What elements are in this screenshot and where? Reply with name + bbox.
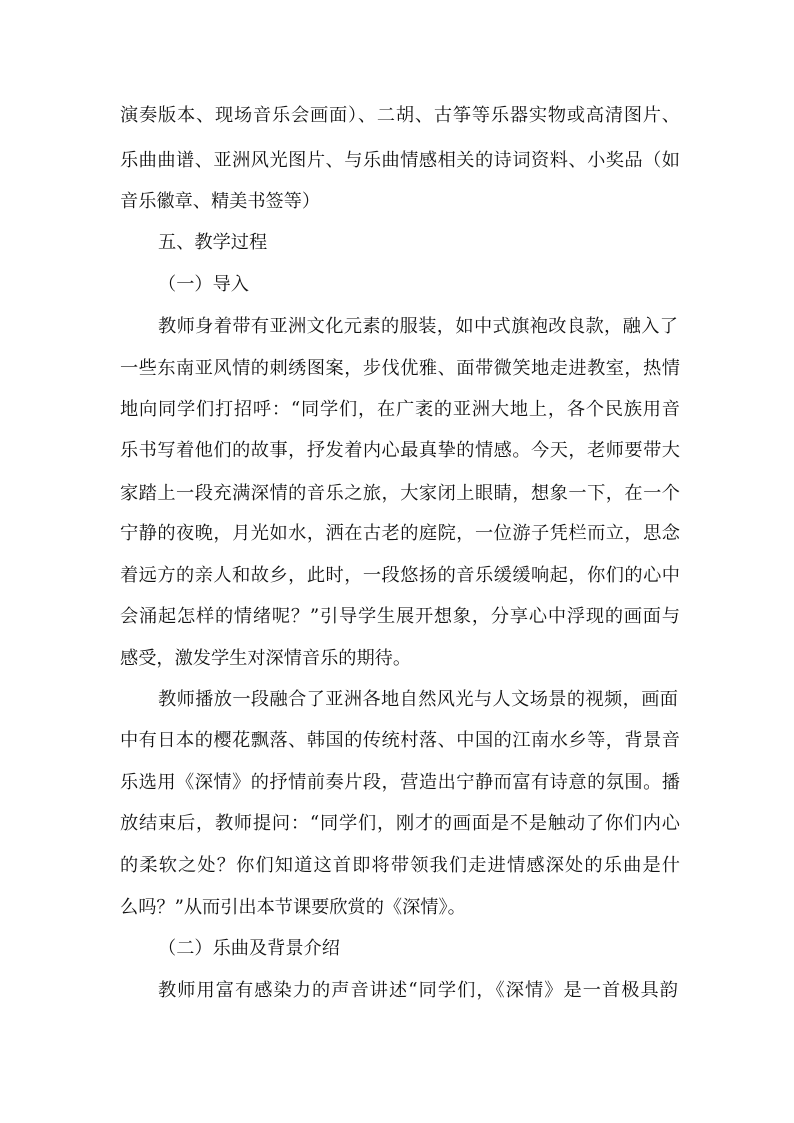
- text-line: 乐曲曲谱、亚洲风光图片、与乐曲情感相关的诗词资料、小奖品（如: [120, 150, 680, 171]
- text-line: 乐书写着他们的故事，抒发着内心最真挚的情感。今天，老师要带大: [120, 440, 680, 461]
- text-line: 一些东南亚风情的刺绣图案，步伐优雅、面带微笑地走进教室，热情: [120, 358, 680, 379]
- text-line: 宁静的夜晚，月光如水，洒在古老的庭院，一位游子凭栏而立，思念: [120, 523, 680, 544]
- text-line: 会涌起怎样的情绪呢？”引导学生展开想象，分享心中浮现的画面与: [120, 606, 680, 627]
- text-line: 的柔软之处？你们知道这首即将带领我们走进情感深处的乐曲是什: [120, 855, 680, 876]
- text-line: 么吗？”从而引出本节课要欣赏的《深情》。: [120, 897, 466, 918]
- text-line: 放结束后，教师提问：“同学们，刚才的画面是不是触动了你们内心: [120, 813, 680, 834]
- text-line: 中有日本的樱花飘落、韩国的传统村落、中国的江南水乡等，背景音: [120, 730, 680, 751]
- section-heading: 五、教学过程: [158, 232, 268, 253]
- text-line: 音乐徽章、精美书签等）: [120, 191, 321, 212]
- text-line: 乐选用《深情》的抒情前奏片段，营造出宁静而富有诗意的氛围。播: [120, 772, 680, 793]
- text-line: 教师身着带有亚洲文化元素的服装，如中式旗袍改良款，融入了: [158, 316, 678, 337]
- subsection-heading: （一）导入: [158, 274, 249, 295]
- text-line: 着远方的亲人和故乡，此时，一段悠扬的音乐缓缓响起，你们的心中: [120, 565, 680, 586]
- text-line: 教师播放一段融合了亚洲各地自然风光与人文场景的视频，画面: [158, 689, 678, 710]
- text-line: 教师用富有感染力的声音讲述“同学们，《深情》是一首极具韵: [158, 980, 678, 1001]
- subsection-heading: （二）乐曲及背景介绍: [158, 938, 340, 959]
- text-line: 家踏上一段充满深情的音乐之旅，大家闭上眼睛，想象一下，在一个: [120, 483, 680, 504]
- text-line: 演奏版本、现场音乐会画面）、二胡、古筝等乐器实物或高清图片、: [120, 105, 680, 126]
- text-line: 地向同学们打招呼：“同学们，在广袤的亚洲大地上，各个民族用音: [120, 399, 680, 420]
- text-line: 感受，激发学生对深情音乐的期待。: [120, 648, 412, 669]
